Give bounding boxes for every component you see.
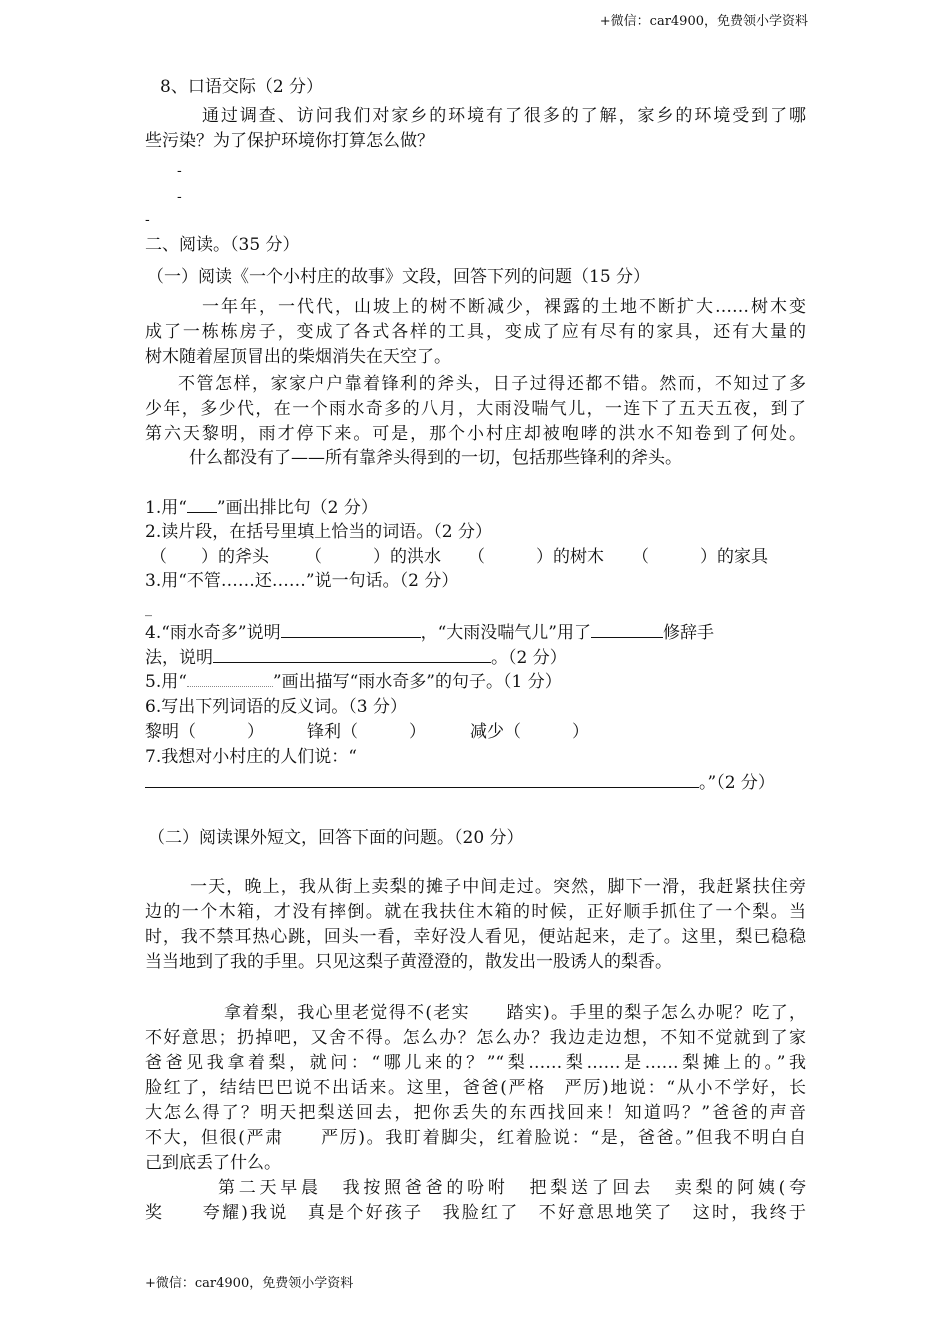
story-p2-line3: 第六天黎明，雨才停下来。可是，那个小村庄却被咆哮的洪水不知卷到了何处。 bbox=[145, 424, 806, 444]
question-1: 1.用“ ”画出排比句（2 分） bbox=[145, 498, 378, 518]
story-p2-line1: 不管怎样，家家户户靠着锋利的斧头，日子过得还都不错。然而，不知过了多 bbox=[178, 374, 806, 394]
question-5: 5.用“ ”画出描写“雨水奇多”的句子。（1 分） bbox=[145, 672, 562, 692]
essay-p1-line2: 边的一个木箱，才没有摔倒。就在我扶住木箱的时候，正好顺手抓住了一个梨。当 bbox=[145, 902, 806, 922]
question-6: 6.写出下列词语的反义词。（3 分） bbox=[145, 697, 407, 717]
q6-item-3: 减少（ ） bbox=[470, 722, 589, 742]
answer-mark: _ bbox=[145, 601, 152, 617]
essay-p1-line3: 时，我不禁耳热心跳，回头一看，幸好没人看见，便站起来，走了。这里，梨已稳稳 bbox=[145, 927, 806, 947]
answer-blank[interactable] bbox=[281, 621, 421, 638]
dash-mark: - bbox=[177, 163, 182, 179]
footer-note: +微信：car4900，免费领小学资料 bbox=[145, 1276, 354, 1291]
essay-p2-line5: 大怎么得了？明天把梨送回去，把你丢失的东西找回来！知道吗？”爸爸的声音 bbox=[145, 1103, 806, 1123]
answer-blank[interactable] bbox=[591, 621, 663, 638]
dash-mark: - bbox=[177, 189, 182, 205]
story-p1-line2: 成了一栋栋房子，变成了各式各样的工具，变成了应有尽有的家具，还有大量的 bbox=[145, 322, 806, 342]
question-2: 2.读片段，在括号里填上恰当的词语。（2 分） bbox=[145, 522, 492, 542]
essay-p2-line4: 脸红了，结结巴巴说不出话来。这里，爸爸(严格 严厉)地说：“从小不学好，长 bbox=[145, 1078, 806, 1098]
answer-blank[interactable] bbox=[187, 496, 217, 513]
q2-item-1: （ ）的斧头 bbox=[150, 547, 269, 567]
question-3: 3.用“不管……还……”说一句话。（2 分） bbox=[145, 571, 459, 591]
essay-p2-line2: 不好意思；扔掉吧，又舍不得。怎么办？怎么办？我边走边想，不知不觉就到了家 bbox=[145, 1028, 806, 1048]
essay-p1-line4: 当当地到了我的手里。只见这梨子黄澄澄的，散发出一股诱人的梨香。 bbox=[145, 952, 672, 972]
answer-blank[interactable] bbox=[213, 646, 491, 663]
question-4-line1: 4.“雨水奇多”说明 ，“大雨没喘气儿”用了 修辞手 bbox=[145, 623, 714, 643]
q8-prompt-line2: 些污染？为了保护环境你打算怎么做？ bbox=[145, 131, 434, 151]
q6-item-2: 锋利（ ） bbox=[307, 722, 426, 742]
essay-p3-line2: 奖 夸耀)我说 真是个好孩子 我脸红了 不好意思地笑了 这时，我终于 bbox=[145, 1203, 806, 1223]
part2-title: （二）阅读课外短文，回答下面的问题。（20 分） bbox=[148, 828, 524, 848]
q2-item-2: （ ）的洪水 bbox=[305, 547, 441, 567]
q6-item-1: 黎明（ ） bbox=[145, 722, 264, 742]
essay-p2-line3: 爸爸见我拿着梨，就问：“哪儿来的？”“梨……梨……是……梨摊上的。”我 bbox=[145, 1053, 806, 1073]
essay-p2-line6: 不大，但很(严肃 严厉)。我盯着脚尖，红着脸说：“是，爸爸。”但我不明白自 bbox=[145, 1128, 806, 1148]
q8-title: 8、口语交际（2 分） bbox=[160, 77, 324, 97]
question-4-line2: 法，说明 。（2 分） bbox=[145, 648, 567, 668]
story-p3: 什么都没有了——所有靠斧头得到的一切，包括那些锋利的斧头。 bbox=[189, 448, 682, 468]
essay-p3-line1: 第二天早晨 我按照爸爸的吩咐 把梨送了回去 卖梨的阿姨(夸 bbox=[218, 1178, 806, 1198]
q8-prompt-line1: 通过调查、访问我们对家乡的环境有了很多的了解，家乡的环境受到了哪 bbox=[202, 106, 806, 126]
header-note: +微信：car4900，免费领小学资料 bbox=[599, 14, 808, 29]
q2-item-4: （ ）的家具 bbox=[632, 547, 768, 567]
wavy-underline-sample bbox=[187, 674, 273, 687]
story-p2-line2: 少年，多少代，在一个雨水奇多的八月，大雨没喘气儿，一连下了五天五夜，到了 bbox=[145, 399, 806, 419]
story-p1-line3: 树木随着屋顶冒出的柴烟消失在天空了。 bbox=[145, 347, 451, 367]
question-7: 7.我想对小村庄的人们说：“ bbox=[145, 747, 357, 767]
q2-item-3: （ ）的树木 bbox=[468, 547, 604, 567]
section2-title: 二、阅读。（35 分） bbox=[145, 235, 300, 255]
question-7-answer-line: 。”（2 分） bbox=[145, 771, 775, 794]
essay-p2-line1: 拿着梨，我心里老觉得不(老实 踏实)。手里的梨子怎么办呢？吃了， bbox=[224, 1003, 806, 1023]
part1-title: （一）阅读《一个小村庄的故事》文段，回答下列的问题（15 分） bbox=[147, 267, 651, 287]
essay-p2-line7: 己到底丢了什么。 bbox=[145, 1153, 281, 1173]
essay-p1-line1: 一天，晚上，我从街上卖梨的摊子中间走过。突然，脚下一滑，我赶紧扶住旁 bbox=[190, 877, 806, 897]
story-p1-line1: 一年年，一代代，山坡上的树不断减少，裸露的土地不断扩大……树木变 bbox=[202, 297, 806, 317]
dash-mark: - bbox=[145, 212, 150, 228]
answer-blank[interactable] bbox=[145, 771, 699, 788]
